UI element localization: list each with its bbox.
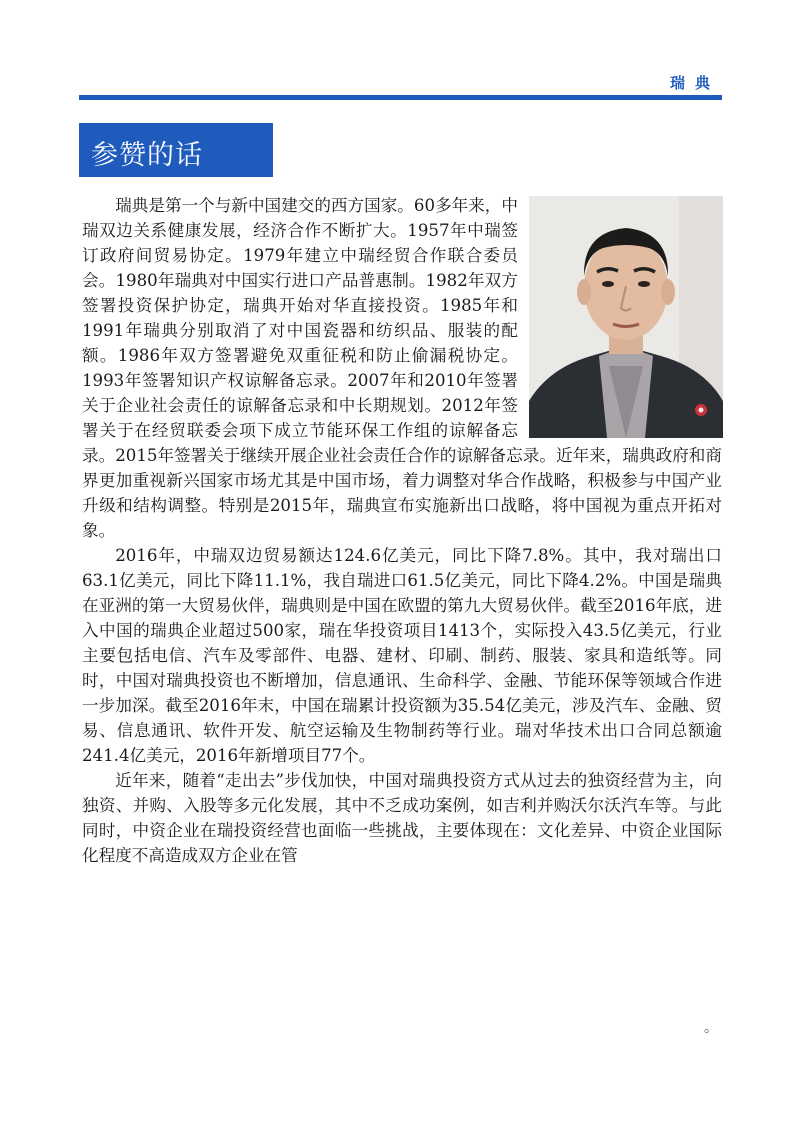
paragraph: 近年来，随着“走出去”步伐加快，中国对瑞典投资方式从过去的独资经营为主，向独资、并购、入股等多元化发展，其中不乏成功案例，如吉利并购沃尔沃汽车等。与此同时，中资企业在瑞投资经营也面临一些挑战，主要体现在：文化差异、中资企业国际化程度不高造成双方企业在管 [82, 771, 722, 865]
article-body [82, 193, 722, 868]
section-title-banner [79, 123, 273, 177]
paragraph: 2016年，中瑞双边贸易额达124.6亿美元，同比下降7.8%。其中，我对瑞出口63.1亿美元，同比下降11.1%，我自瑞进口61.5亿美元，同比下降4.2%。中国是瑞典在亚洲的第一大贸易伙伴，瑞典则是中国在欧盟的第九大贸易伙伴。截至2016年底，进入中国的瑞典企业超过500家，瑞在华投资项目1413个，实际投入43.5亿美元，行业主要包括电信、汽车及零部件、电器、建材、印刷、制药、服装、家具和造纸等。同时，中国对瑞典投资也不断增加，信息通讯、生命科学、金融、节能环保等领域合作进一步加深。截至2016年末，中国在瑞累计投资额为35.54亿美元，涉及汽车、金融、贸易、信息通讯、软件开发、航空运输及生物制药等行业。瑞对华技术出口合同总额逾241.4亿美元，2016年新增项目77个。 [82, 546, 722, 765]
page-mark: 。 [704, 1020, 718, 1036]
paragraph: 瑞典是第一个与新中国建交的西方国家。60多年来，中瑞双边关系健康发展，经济合作不断扩大。1957年中瑞签订政府间贸易协定。1979年建立中瑞经贸合作联合委员会。1980年瑞典对中国实行进口产品普惠制。1982年双方签署投资保护协定，瑞典开始对华直接投资。1985年和1991年瑞典分别取消了对中国瓷器和纺织品、服装的配额。1986年双方签署避免双重征税和防止偷漏税协定。1993年签署知识产权谅解备忘录。2007年和2010年签署关于企业社会责任的谅解备忘录和中长期规划。2012年签署关于在经贸联委会项下成立节能环保工作组的谅解备忘录。2015年签署关于继续开展企业社会责任合作的谅解备忘录。近年来，瑞典政府和商界更加重视新兴国家市场尤其是中国市场，着力调整对华合作战略，积极参与中国产业升级和结构调整。特别是2015年，瑞典宣布实施新出口战略，将中国视为重点开拓对象。 [82, 196, 722, 540]
header-rule [79, 95, 722, 100]
photo-float-spacer [518, 193, 722, 439]
header-country-label: 瑞典 [669, 74, 720, 92]
section-title: 参赞的话 [91, 140, 203, 171]
